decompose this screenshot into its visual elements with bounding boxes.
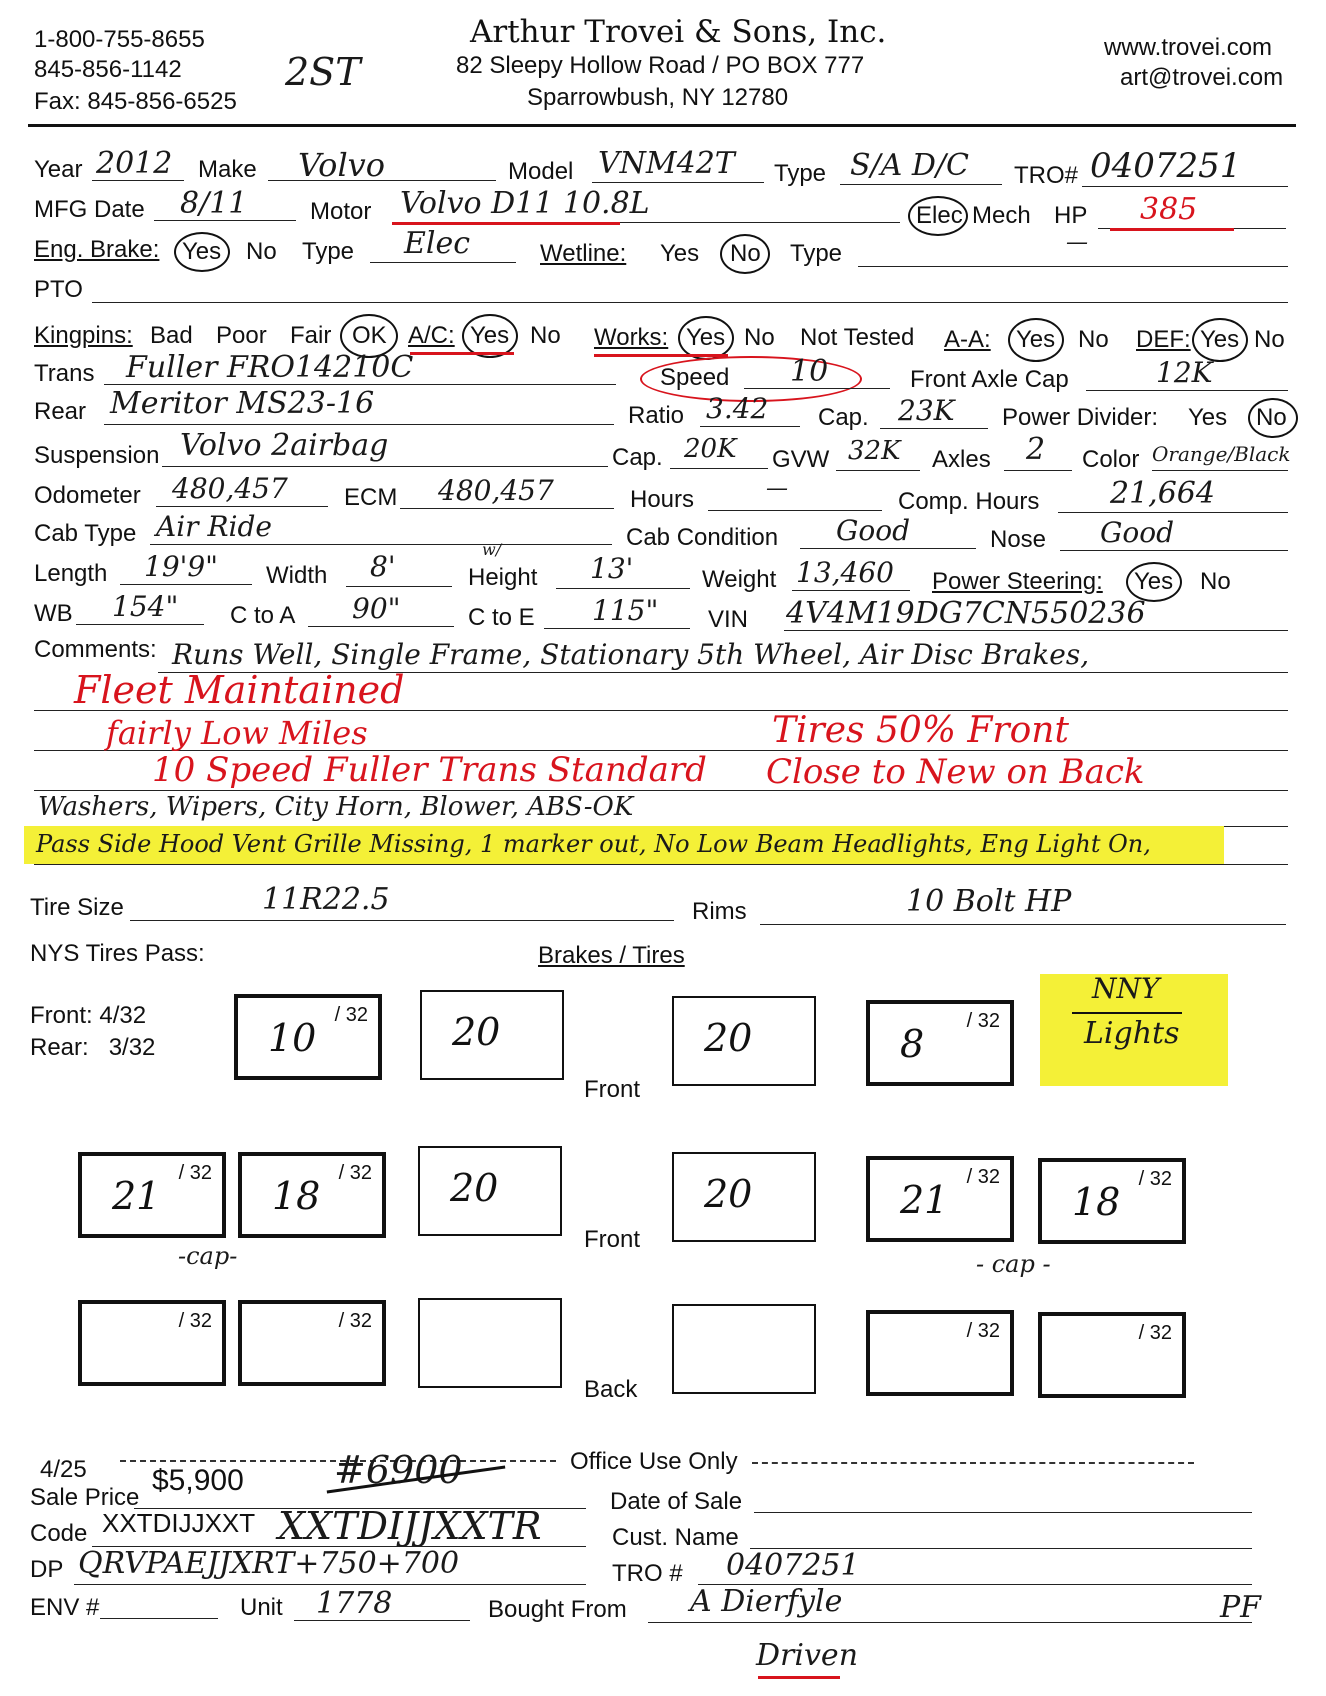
- suspension-cap-label: Cap.: [612, 444, 663, 471]
- wb-value: 154": [112, 590, 179, 623]
- suspension-cap-value: 20K: [684, 434, 737, 464]
- ac-yes: Yes: [470, 322, 510, 349]
- wetline-yes: Yes: [660, 240, 700, 267]
- nose-label: Nose: [990, 526, 1047, 553]
- fax-number: Fax: 845-856-6525: [34, 88, 237, 115]
- wetline-type-value: —: [1066, 230, 1088, 255]
- tire-box-drive-1-right-inner[interactable]: [866, 1156, 1014, 1242]
- brake-value: 20: [452, 1010, 501, 1054]
- handwritten-note-2st: 2ST: [285, 50, 361, 94]
- tire-tread-value: 18: [1072, 1180, 1121, 1224]
- comments-label: Comments:: [34, 636, 157, 663]
- tire-tread-value: 21: [900, 1178, 949, 1222]
- weight-label: Weight: [702, 566, 777, 593]
- company-email: art@trovei.com: [1120, 64, 1284, 91]
- works-no: No: [744, 324, 775, 351]
- comp-hours-value: 21,664: [1110, 476, 1215, 511]
- tire-tread-value: 8: [900, 1022, 925, 1066]
- model-value: VNM42T: [598, 146, 735, 181]
- aa-yes: Yes: [1016, 326, 1056, 353]
- pf-note: PF: [1220, 1590, 1262, 1625]
- comment-line-6: Pass Side Hood Vent Grille Missing, 1 marker out, No Low Beam Headlights, Eng Light On,: [36, 830, 1151, 858]
- gvw-label: GVW: [772, 446, 830, 473]
- speed-label: Speed: [660, 364, 730, 391]
- year-label: Year: [34, 156, 83, 183]
- kingpins-label: Kingpins:: [34, 322, 133, 349]
- odometer-value: 480,457: [172, 472, 288, 505]
- brake-box-front-right[interactable]: [672, 996, 816, 1086]
- front-axle-1-label: Front: [584, 1076, 641, 1103]
- driven-note: Driven: [756, 1638, 859, 1673]
- tread-unit: / 32: [338, 1310, 372, 1332]
- rear-cap-label: Cap.: [818, 404, 869, 431]
- eng-brake-type-label: Type: [302, 238, 355, 265]
- ratio-value: 3.42: [706, 392, 769, 425]
- height-label: Height: [468, 564, 538, 591]
- trans-label: Trans: [34, 360, 95, 387]
- mfg-date-value: 8/11: [180, 186, 248, 221]
- mfg-date-label: MFG Date: [34, 196, 145, 223]
- phone-1: 1-800-755-8655: [34, 26, 205, 53]
- comment-line-2: Fleet Maintained: [74, 668, 405, 712]
- tire-box-front-left-outer[interactable]: [234, 994, 382, 1080]
- office-use-label: Office Use Only: [570, 1448, 738, 1475]
- ac-label: A/C:: [408, 322, 455, 349]
- tread-unit: / 32: [1138, 1322, 1172, 1344]
- tire-box-back-left-outer[interactable]: [78, 1300, 226, 1386]
- motor-value: Volvo D11 10.8L: [400, 186, 650, 221]
- code-typed-value: XXTDIJJXXT: [102, 1508, 256, 1538]
- code-label: Code: [30, 1520, 88, 1547]
- brake-value: 20: [704, 1016, 753, 1060]
- cab-type-value: Air Ride: [156, 510, 272, 543]
- speed-value: 10: [790, 354, 829, 389]
- dp-value: QRVPAEJJXRT+750+700: [78, 1546, 460, 1581]
- kingpins-fair: Fair: [290, 322, 332, 349]
- bought-from-label: Bought From: [488, 1596, 627, 1623]
- hp-value: 385: [1140, 192, 1198, 227]
- sale-price-old-value: #6900: [334, 1448, 463, 1492]
- tread-unit: / 32: [178, 1310, 212, 1332]
- nys-tires-pass-label: NYS Tires Pass:: [30, 940, 205, 967]
- make-value: Volvo: [298, 146, 386, 184]
- axles-label: Axles: [932, 446, 991, 473]
- cust-name-label: Cust. Name: [612, 1524, 739, 1551]
- brake-value: 20: [704, 1172, 753, 1216]
- tread-unit: / 32: [338, 1162, 372, 1184]
- tread-unit: / 32: [1138, 1168, 1172, 1190]
- tire-box-drive-1-left-outer[interactable]: [78, 1152, 226, 1238]
- hp-red-underline: [1110, 228, 1234, 231]
- front-axle-2-label: Front: [584, 1226, 641, 1253]
- cap-note-right: - cap -: [976, 1250, 1051, 1278]
- tire-tread-value: 21: [112, 1174, 161, 1218]
- tire-box-back-right-outer[interactable]: [1038, 1312, 1186, 1398]
- kingpins-bad: Bad: [150, 322, 193, 349]
- comment-line-1: Runs Well, Single Frame, Stationary 5th Wheel, Air Disc Brakes,: [172, 638, 1090, 671]
- tire-size-label: Tire Size: [30, 894, 124, 921]
- weight-value: 13,460: [796, 556, 894, 589]
- front-axle-cap-value: 12K: [1156, 356, 1213, 389]
- nny-note-divider: [1072, 1012, 1182, 1014]
- date-of-sale-label: Date of Sale: [610, 1488, 743, 1515]
- power-divider-yes: Yes: [1188, 404, 1228, 431]
- width-value: 8': [370, 550, 396, 583]
- cab-condition-value: Good: [836, 514, 911, 547]
- c-to-e-label: C to E: [468, 604, 535, 631]
- comment-line-3a: fairly Low Miles: [106, 714, 368, 752]
- wb-label: WB: [34, 600, 73, 627]
- length-value: 19'9": [144, 550, 219, 583]
- elec-circle: [908, 196, 968, 236]
- comp-hours-label: Comp. Hours: [898, 488, 1040, 515]
- def-label: DEF:: [1136, 326, 1191, 353]
- tire-tread-value: 10: [268, 1016, 317, 1060]
- power-divider-no-circle: [1248, 398, 1298, 438]
- cab-type-label: Cab Type: [34, 520, 137, 547]
- rear-value: Meritor MS23-16: [110, 386, 375, 421]
- height-note: w/: [482, 540, 502, 559]
- tread-unit: / 32: [966, 1010, 1000, 1032]
- tro-bottom-value: 0407251: [726, 1548, 860, 1583]
- comment-line-5: Washers, Wipers, City Horn, Blower, ABS-OK: [38, 792, 634, 822]
- driven-red-underline: [758, 1676, 840, 1679]
- header-divider: [28, 124, 1296, 127]
- hours-value: —: [766, 476, 788, 501]
- works-not-tested: Not Tested: [800, 324, 915, 351]
- wetline-no: No: [730, 240, 761, 267]
- bought-from-value: A Dierfyle: [690, 1584, 843, 1619]
- rims-value: 10 Bolt HP: [906, 884, 1072, 919]
- brake-box-front-left[interactable]: [420, 990, 564, 1080]
- comment-line-4a: 10 Speed Fuller Trans Standard: [152, 750, 707, 790]
- office-date-note: 4/25: [40, 1456, 87, 1483]
- eng-brake-no: No: [246, 238, 277, 265]
- rims-label: Rims: [692, 898, 747, 925]
- company-address-2: Sparrowbush, NY 12780: [527, 84, 789, 111]
- wetline-type-label: Type: [790, 240, 843, 267]
- env-label: ENV #: [30, 1594, 100, 1621]
- hp-label: HP: [1054, 202, 1088, 229]
- motor-red-underline: [392, 222, 620, 225]
- back-axle-label: Back: [584, 1376, 638, 1403]
- works-red-underline: [594, 354, 728, 357]
- nose-value: Good: [1100, 516, 1175, 549]
- comment-line-4b: Close to New on Back: [766, 752, 1145, 792]
- ecm-value: 480,457: [438, 474, 554, 507]
- vin-value: 4V4M19DG7CN550236: [786, 596, 1146, 631]
- tire-size-value: 11R22.5: [262, 882, 390, 917]
- year-value: 2012: [96, 146, 173, 181]
- rear-cap-value: 23K: [898, 394, 955, 427]
- unit-label: Unit: [240, 1594, 283, 1621]
- ecm-label: ECM: [344, 484, 398, 511]
- color-value: Orange/Black: [1152, 442, 1291, 466]
- kingpins-poor: Poor: [216, 322, 267, 349]
- pto-label: PTO: [34, 276, 83, 303]
- rear-label: Rear: [34, 398, 87, 425]
- type-label: Type: [774, 160, 827, 187]
- front-axle-cap-label: Front Axle Cap: [910, 366, 1069, 393]
- trans-value: Fuller FRO14210C: [126, 350, 414, 385]
- rear-tread-spec: Rear: 3/32: [30, 1034, 156, 1061]
- suspension-label: Suspension: [34, 442, 160, 469]
- works-label: Works:: [594, 324, 669, 351]
- eng-brake-label: Eng. Brake:: [34, 236, 160, 263]
- def-yes: Yes: [1200, 326, 1240, 353]
- power-steering-label: Power Steering:: [932, 568, 1103, 595]
- elec-option: Elec: [916, 202, 963, 229]
- vin-label: VIN: [708, 606, 749, 633]
- tire-box-drive-1-right-outer[interactable]: [1038, 1158, 1186, 1244]
- tire-box-drive-1-left-inner[interactable]: [238, 1152, 386, 1238]
- ac-no: No: [530, 322, 561, 349]
- front-tread-spec: Front: 4/32: [30, 1002, 147, 1029]
- nny-note: NNY: [1092, 972, 1160, 1005]
- height-value: 13': [590, 552, 634, 585]
- brake-box-drive-1-right[interactable]: [672, 1152, 816, 1242]
- tro-bottom-label: TRO #: [612, 1560, 683, 1587]
- lights-note: Lights: [1084, 1016, 1180, 1051]
- tire-box-back-right-inner[interactable]: [866, 1310, 1014, 1396]
- type-value: S/A D/C: [850, 148, 969, 183]
- company-address-1: 82 Sleepy Hollow Road / PO BOX 777: [456, 52, 865, 79]
- ac-red-underline: [410, 352, 514, 355]
- eng-brake-yes-circle: [174, 232, 230, 272]
- cap-note-left: -cap-: [178, 1242, 238, 1270]
- cab-condition-label: Cab Condition: [626, 524, 779, 551]
- brake-box-back-right[interactable]: [672, 1304, 816, 1394]
- comment-line-3b: Tires 50% Front: [772, 710, 1069, 751]
- code-handwritten-value: XXTDIJJXXTR: [278, 1504, 542, 1548]
- def-no: No: [1254, 326, 1285, 353]
- brakes-tires-heading: Brakes / Tires: [538, 942, 685, 969]
- tire-box-front-right-outer[interactable]: [866, 1000, 1014, 1086]
- power-steering-no: No: [1200, 568, 1231, 595]
- tro-label: TRO#: [1014, 162, 1079, 189]
- odometer-label: Odometer: [34, 482, 141, 509]
- aa-no: No: [1078, 326, 1109, 353]
- mech-option: Mech: [972, 202, 1031, 229]
- aa-label: A-A:: [944, 326, 991, 353]
- tire-box-back-left-inner[interactable]: [238, 1300, 386, 1386]
- length-label: Length: [34, 560, 108, 587]
- color-label: Color: [1082, 446, 1140, 473]
- phone-2: 845-856-1142: [34, 56, 182, 83]
- brake-value: 20: [450, 1166, 499, 1210]
- eng-brake-yes: Yes: [182, 238, 222, 265]
- works-yes: Yes: [686, 324, 726, 351]
- aa-yes-circle: [1008, 318, 1064, 362]
- c-to-a-value: 90": [352, 592, 401, 625]
- brake-box-drive-1-left[interactable]: [418, 1146, 562, 1236]
- hours-label: Hours: [630, 486, 695, 513]
- axles-value: 2: [1026, 432, 1046, 467]
- company-website: www.trovei.com: [1104, 34, 1273, 61]
- wetline-label: Wetline:: [540, 240, 627, 267]
- office-divider-right: [752, 1462, 1194, 1464]
- sale-price-value: $5,900: [152, 1464, 244, 1497]
- kingpins-ok: OK: [352, 322, 387, 349]
- company-name: Arthur Trovei & Sons, Inc.: [470, 14, 887, 50]
- brake-box-back-left[interactable]: [418, 1298, 562, 1388]
- power-steering-yes: Yes: [1134, 568, 1174, 595]
- c-to-e-value: 115": [592, 594, 659, 627]
- power-divider-no: No: [1256, 404, 1287, 431]
- tro-value: 0407251: [1090, 146, 1242, 186]
- tread-unit: / 32: [334, 1004, 368, 1026]
- suspension-value: Volvo 2airbag: [180, 428, 389, 463]
- wetline-no-circle: [720, 234, 770, 274]
- tread-unit: / 32: [966, 1166, 1000, 1188]
- sale-price-label: Sale Price: [30, 1484, 140, 1511]
- dp-label: DP: [30, 1556, 64, 1583]
- width-label: Width: [266, 562, 328, 589]
- motor-label: Motor: [310, 198, 372, 225]
- tire-tread-value: 18: [272, 1174, 321, 1218]
- gvw-value: 32K: [848, 436, 901, 466]
- ratio-label: Ratio: [628, 402, 685, 429]
- tread-unit: / 32: [966, 1320, 1000, 1342]
- tread-unit: / 32: [178, 1162, 212, 1184]
- model-label: Model: [508, 158, 574, 185]
- power-divider-label: Power Divider:: [1002, 404, 1159, 431]
- eng-brake-type-value: Elec: [404, 226, 471, 261]
- c-to-a-label: C to A: [230, 602, 296, 629]
- make-label: Make: [198, 156, 257, 183]
- unit-value: 1778: [316, 1586, 393, 1621]
